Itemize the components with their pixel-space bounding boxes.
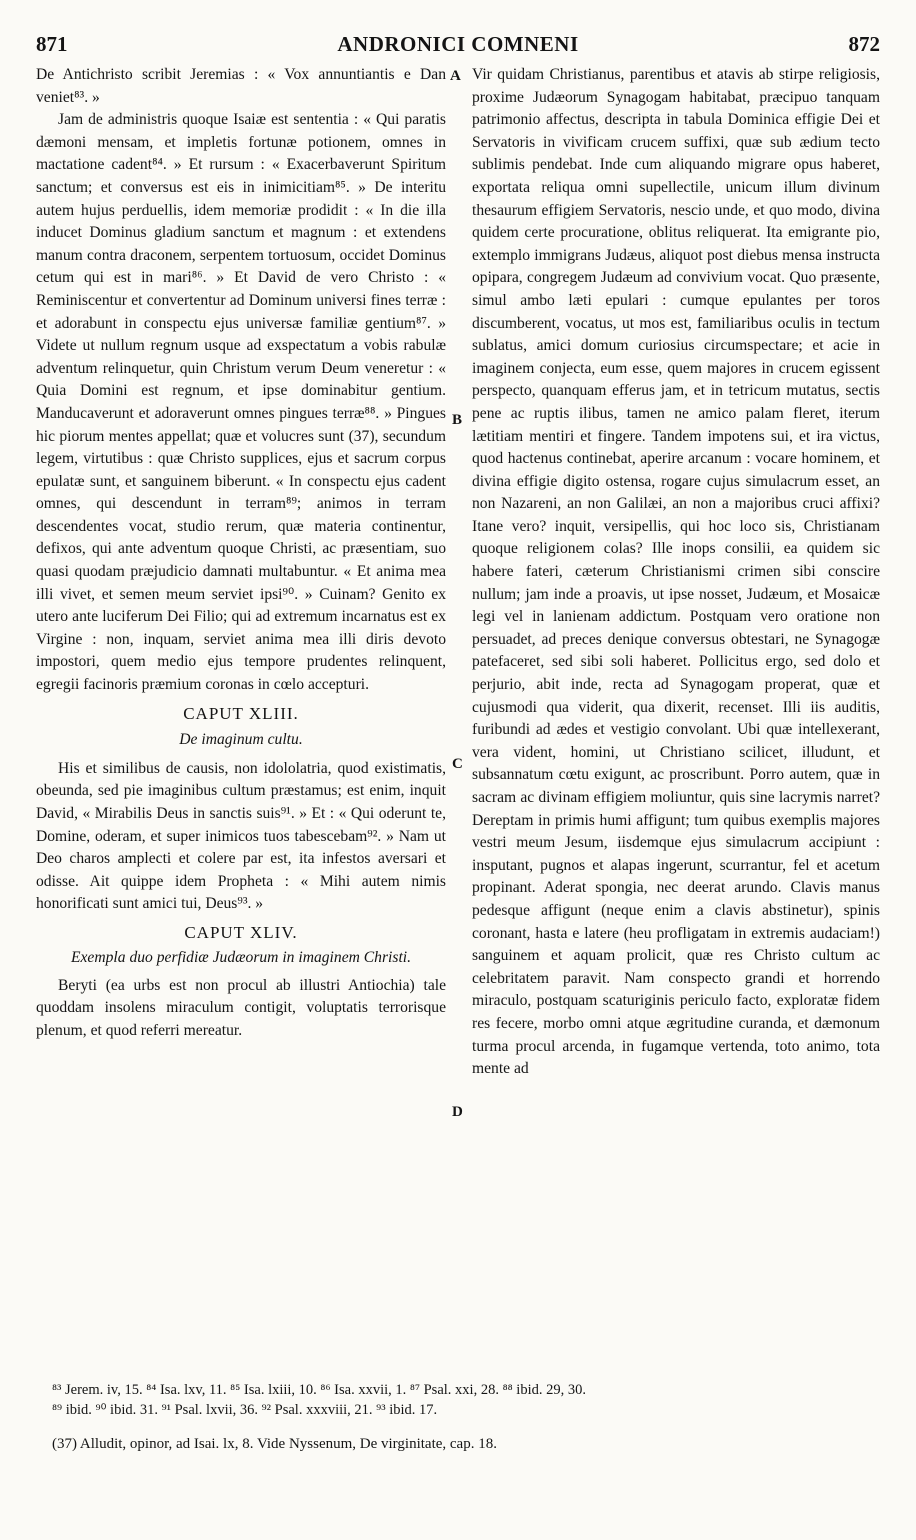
paragraph-isaiae: Jam de administris quoque Isaiæ est sententia : « Qui paratis dæmoni mensam, et impletis fortunæ potionem, omnes in mactatione cadent⁸⁴. » Et rursum : « Exacerbaverunt Spiritum sanctum; et conversus est eis in inimicitiam⁸⁵. » De interitu autem hujus perduellis, idem memoriæ prodidit : « In die illa inducet Dominus gladium sanctum et magnum : et extendens manum contra draconem, serpentem tortuosum, occidet Dominus cetum qui est in mari⁸⁶. » Et David de vero Christo : « Reminiscentur et convertentur ad Dominum universi fines terræ : et adorabunt in conspectu ejus universæ familiæ gentium⁸⁷. » Videte ut nullum regnum usque ad exspectatum a vobis rabulæ adventum relinquetur, quin Christum verum Deum veneretur : « Quia Domini est regnum, et ipse dominabitur gentium. Manducaverunt et adoraverunt omnes pingues terræ⁸⁸. » Pingues hic piorum mentes appellat; quæ et volucres sunt (37), secundum legem, virtutibus : quæ Christo supplices, ejus et sacrum corpus epulatæ sunt, et sanguinem biberunt. « In conspectu ejus cadent omnes, qui descendunt in terram⁸⁹; animos in terram descendentes vocat, studio rerum, quæ materia continentur, defixos, qui ante adventum quoque Christi, ac præsentiam, suo quasi quodam præjudicio damnati multabuntur. « Et anima mea illi vivet, et semen meum serviet ipsi⁹⁰. » Cuinam? Genito ex utero ante luciferum Dei Filio; qui ad extremum incarnatus est ex Virgine : non, inquam, serviet anima mea illi diris devoto impostori, quem medio ejus tempore prudentes relinquent, egregii facinoris præmium coronas in cœlo accepturi. — [36, 111, 446, 694]
margin-marker-b: B — [452, 412, 463, 428]
left-column — [36, 64, 446, 1042]
chapter-43-subtitle: De imaginum cultu. — [179, 731, 303, 749]
footnotes — [52, 1380, 892, 1420]
chapter-43-title: CAPUT XLIII. — [183, 703, 299, 723]
page-header — [36, 32, 880, 58]
page-number-left: 871 — [36, 32, 68, 56]
right-column-text: Vir quidam Christianus, parentibus et atavis ab stirpe religiosis, proxime Judæorum Synagogam habitabat, præcipuo tanquam patrimonio affectus, descripta in tabula Dominica effigie Dei et Servatoris in vivificam crucem suffixi, quæ sub ædium tecto sublimis pendebat. Inde cum aliquando migrare opus haberet, exportata reliqua omni supellectile, unicum illum divinum thesaurum effigiem Servatoris, nescio unde, et quo modo, divina quidem certe procuratione, oblitus reliquerat. Ita emigrante pio, extemplo immigrans Judæus, aliquot post diebus mensa instructa opipara, congregem Judæum ad convivium vocat. Quo præsente, simul ambo læti epulari : cumque epulantes per toros discumberent, vocatus, ut mos est, familiaribus oculis in tectum sublatus, amici domum curiosius circumspectare; et acie in imaginem conjecta, eum esse, quem majores in crucem egissent perspecto, quanquam efferus jam, et in tetricum mutatus, sectis pene ac ruptis ilibus, tamen ne amico palam fleret, iterum lætitiam mentiri et fingere. Tandem impotens sui, et ira victus, quod hactenus continebat, aperire arcanum : vocare hominem, et divina effigie digito ostensa, rogare cujus simulacrum esset, an non Nazareni, an non Galilæi, an non a majoribus cruci affixi? Itane vero? inquit, versipellis, qui hoc loco sis, Christianam quoque religionem colas? Ille inops consilii, ea quidem sic habere fateri, cæterum Christianismi crimen sibi conscire nullum; jam inde a proavis, ut ipse nosset, Judæum, et Mosaicæ legi vel in lanienam addictum. Postquam vero oratione non persuadet, ad preces denique conversus obtestari, ne Synagogæ patefaceret, sed sibi soli haberet. Pollicitus ergo, sed dolo et perjurio, abit inde, recta ad Synagogam properat, quæ et cujusmodi qua viderit, qua dixerit, recenset. Illi iis auditis, furibundi ad ædes et vestigio convolant. Ubi quæ intellexerant, vera vident, homini, ut Christiano scilicet, illudunt, et subsannatum cœtu exigunt, ac proscribunt. Porro autem, quæ in sacram ac divinam effigiem moliuntur, quis sine lacrymis narret? Dereptam in primis humi affigunt; tum quibus exemplis majores vestri meum Jesum, iisdemque ejus simulacrum accipiunt : insputant, pugnos et alapas ingerunt, scurrantur, fel et acetum propinant. Aderat spongia, nec deerat arundo. Clavis manus pedesque affigunt (neque enim a clavis abstinetur), spinis coronant, hasta e latere (heu profligatam in extremis audaciam!) sanguinem et aquam prolicit, quæ res Christo cultum ac celebritatem paravit. Nam conspecto grandi et horrendo miraculo, postquam scaturiginis periculo facto, exploratæ fidem res fecere, morbo omni atque ægritudine curanda, et dæmonum turma procul arcenda, in fugamque vertenda, toto animo, tota mente ad — [472, 66, 880, 1078]
footnote-line-1: ⁸³ Jerem. iv, 15. ⁸⁴ Isa. lxv, 11. ⁸⁵ Isa. lxiii, 10. ⁸⁶ Isa. xxvii, 1. ⁸⁷ Psal. xxi, 28. ⁸⁸ ibid. 29, 30. — [52, 1382, 586, 1398]
margin-marker-d: D — [452, 1104, 463, 1120]
chapter-44-text: Beryti (ea urbs est non procul ab illustri Antiochia) tale quoddam insolens miraculum contigit, voluptatis terrorisque plenum, et quod referri mereatur. — [36, 976, 446, 1039]
chapter-44-subtitle: Exempla duo perfidiæ Judæorum in imaginem Christi. — [70, 948, 412, 966]
margin-marker-c: C — [452, 756, 463, 772]
margin-marker-a: A — [450, 68, 461, 84]
page-number-right: 872 — [848, 32, 880, 56]
footnote-line-2: ⁸⁹ ibid. ⁹⁰ ibid. 31. ⁹¹ Psal. lxvii, 36. ⁹² Psal. xxxviii, 21. ⁹³ ibid. 17. — [52, 1402, 438, 1418]
paragraph-antichristo: De Antichristo scribit Jeremias : « Vox annuntiantis e Dan veniet⁸³. » — [36, 66, 446, 106]
right-column — [472, 64, 880, 1081]
endnote: (37) Alludit, opinor, ad Isai. lx, 8. Vide Nyssenum, De virginitate, cap. 18. — [52, 1436, 497, 1452]
running-title: ANDRONICI COMNENI — [337, 32, 579, 56]
chapter-43-text: His et similibus de causis, non idololatria, quod existimatis, obeunda, sed pie imaginibus cultum præstamus; est enim, inquit David, « Mirabilis Deus in sanctis suis⁹¹. » Et : « Qui oderunt te, Domine, oderam, et super inimicos tuos tabescebam⁹². » Nam ut Deo charos amplecti et colere par est, ita infestos aversari et odisse. Ait quippe idem Propheta : « Mihi autem nimis honorificati sunt amici tui, Deus⁹³. » — [36, 759, 446, 913]
chapter-44-title: CAPUT XLIV. — [184, 922, 298, 942]
